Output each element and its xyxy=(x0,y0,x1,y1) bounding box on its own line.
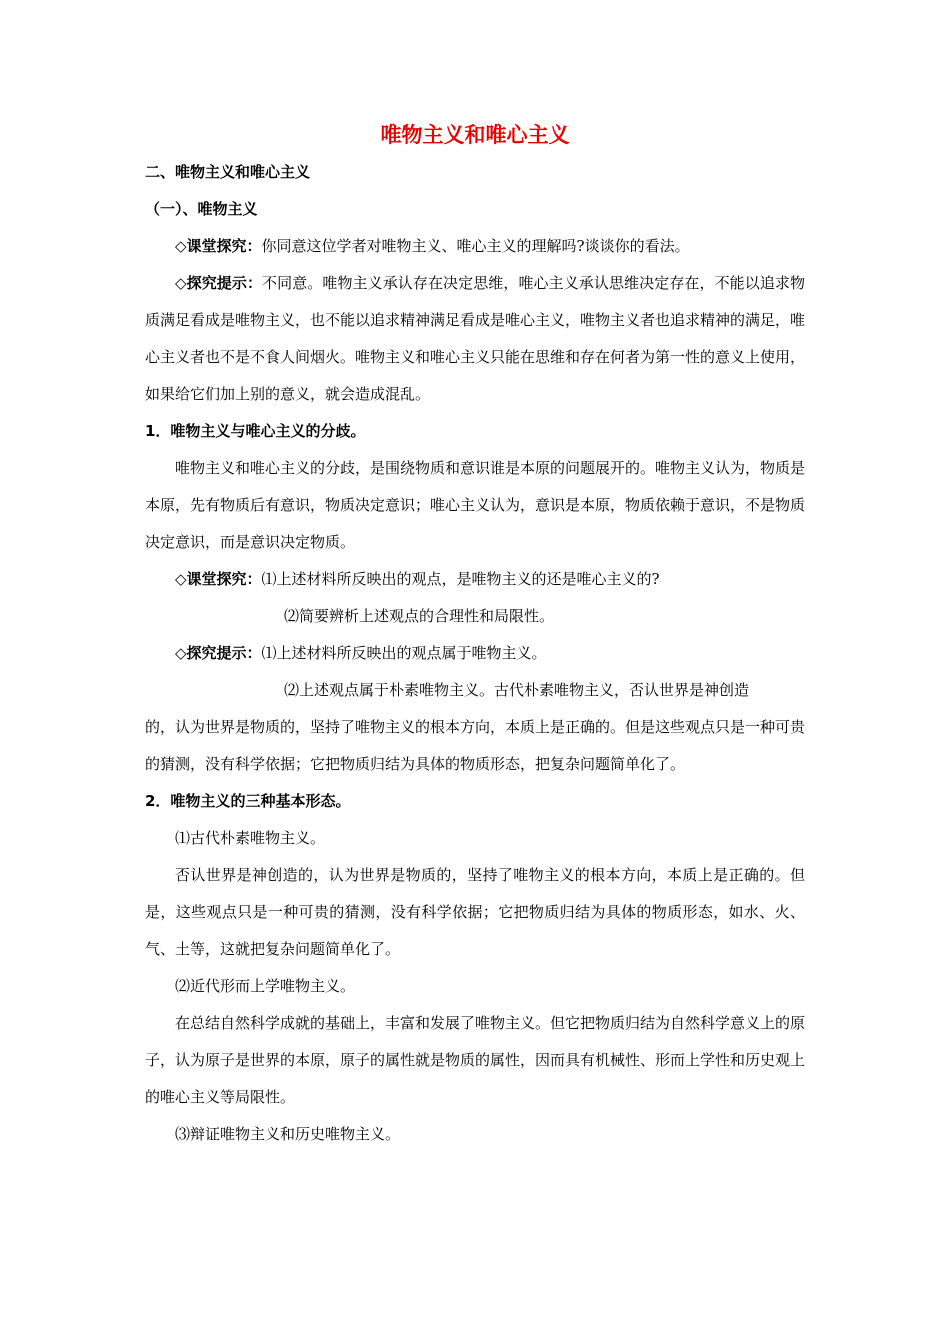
form-1-title: ⑴古代朴素唯物主义。 xyxy=(175,829,326,847)
subsection-heading: （一）、唯物主义 xyxy=(145,200,258,218)
classroom-explore-1 xyxy=(145,228,805,265)
form-3-title: ⑶辩证唯物主义和历史唯物主义。 xyxy=(175,1125,401,1143)
hint-answer-1: ⑴上述材料所反映出的观点属于唯物主义。 xyxy=(261,644,547,662)
hint-answer-2-first: ⑵上述观点属于朴素唯物主义。古代朴素唯物主义，否认世界是神创造 xyxy=(284,681,750,699)
form-2-title: ⑵近代形而上学唯物主义。 xyxy=(175,977,356,995)
explore-text: 你同意这位学者对唯物主义、唯心主义的理解吗?谈谈你的看法。 xyxy=(261,237,690,255)
explore-hint-1 xyxy=(145,265,805,413)
explore-label: ◇课堂探究： xyxy=(175,237,262,255)
section-heading: 二、唯物主义和唯心主义 xyxy=(145,163,311,181)
form-2-text: 在总结自然科学成就的基础上，丰富和发展了唯物主义。但它把物质归结为自然科学意义上的原子，认为原子是世界的本原，原子的属性就是物质的属性，因而具有机械性、形而上学性和历史观上的唯心主义等局限性。 xyxy=(145,1014,806,1106)
hint-answer-2-rest: 的，认为世界是物质的，坚持了唯物主义的根本方向，本质上是正确的。但是这些观点只是一种可贵的猜测，没有科学依据；它把物质归结为具体的物质形态，把复杂问题简单化了。 xyxy=(145,718,806,773)
document-content xyxy=(145,120,805,1153)
explore-question-1: ⑴上述材料所反映出的观点，是唯物主义的还是唯心主义的? xyxy=(261,570,660,588)
hint-text: 不同意。唯物主义承认存在决定思维，唯心主义承认思维决定存在，不能以追求物质满足看成是唯物主义，也不能以追求精神满足看成是唯心主义，唯物主义者也追求精神的满足，唯心主义者也不是不食人间烟火。唯物主义和唯心主义只能在思维和存在何者为第一性的意义上使用，如果给它们加上别的意义，就会造成混乱。 xyxy=(145,274,806,403)
heading-2: 2．唯物主义的三种基本形态。 xyxy=(145,792,351,810)
explore-label: ◇课堂探究： xyxy=(175,570,262,588)
classroom-explore-2 xyxy=(145,561,805,598)
form-1-text: 否认世界是神创造的，认为世界是物质的，坚持了唯物主义的根本方向，本质上是正确的。但是，这些观点只是一种可贵的猜测，没有科学依据；它把物质归结为具体的物质形态，如水、火、气、土等，这就把复杂问题简单化了。 xyxy=(145,866,805,958)
explore-question-2: ⑵简要辨析上述观点的合理性和局限性。 xyxy=(284,607,555,625)
paragraph-1: 唯物主义和唯心主义的分歧，是围绕物质和意识谁是本原的问题展开的。唯物主义认为，物质是本原，先有物质后有意识，物质决定意识；唯心主义认为，意识是本原，物质依赖于意识，不是物质决定意识，而是意识决定物质。 xyxy=(145,459,806,551)
document-title: 唯物主义和唯心主义 xyxy=(380,123,570,147)
hint-label: ◇探究提示： xyxy=(175,644,262,662)
explore-hint-2 xyxy=(145,635,805,672)
hint-label: ◇探究提示： xyxy=(175,274,263,292)
heading-1: 1．唯物主义与唯心主义的分歧。 xyxy=(145,422,366,440)
